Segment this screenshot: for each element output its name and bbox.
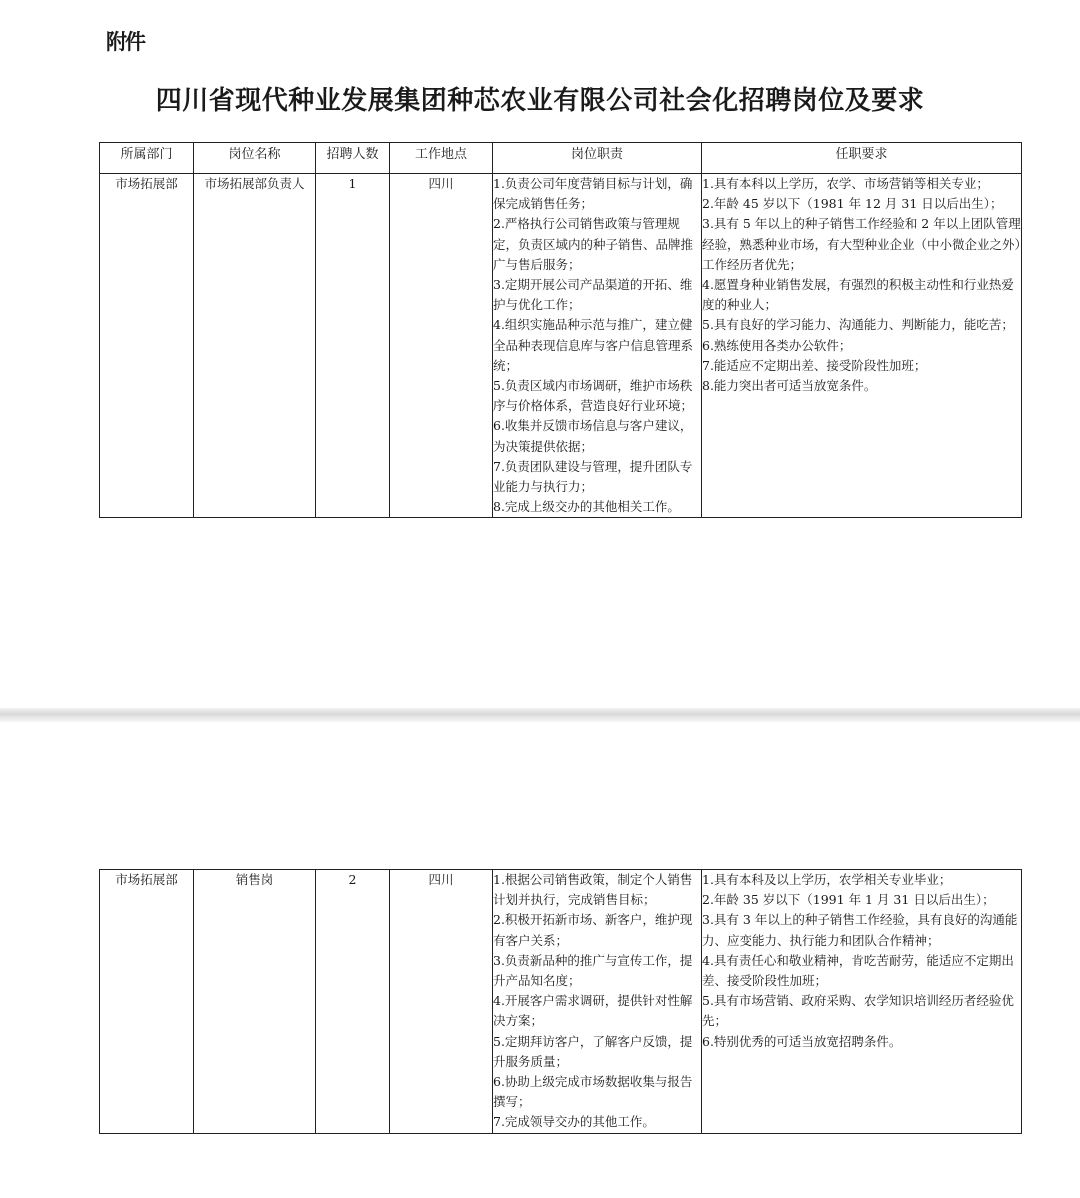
table-row (100, 174, 1022, 518)
duty-item: 1.负责公司年度营销目标与计划，确保完成销售任务； (493, 176, 693, 212)
requirement-item: 3.具有 3 年以上的种子销售工作经验，具有良好的沟通能力、应变能力、执行能力和团队合作精神； (702, 912, 1018, 948)
cell-position: 销售岗 (194, 870, 316, 1134)
duty-item: 2.严格执行公司销售政策与管理规定，负责区域内的种子销售、品牌推广与售后服务； (493, 216, 694, 272)
header-department: 所属部门 (100, 143, 194, 174)
requirement-item: 2.年龄 45 岁以下（1981 年 12 月 31 日以后出生）； (702, 196, 1003, 212)
cell-requirements (702, 870, 1022, 1134)
duty-item: 4.组织实施品种示范与推广，建立健全品种表现信息库与客户信息管理系统； (493, 317, 694, 373)
requirement-item: 6.特别优秀的可适当放宽招聘条件。 (702, 1033, 902, 1049)
cell-count: 1 (316, 174, 390, 518)
duty-item: 6.收集并反馈市场信息与客户建议，为决策提供依据； (493, 418, 693, 454)
table-row (100, 870, 1022, 1134)
page-break-divider (0, 708, 1080, 722)
duty-item: 5.负责区域内市场调研，维护市场秩序与价格体系，营造良好行业环境； (493, 378, 694, 414)
table-header-row (100, 143, 1022, 174)
header-location: 工作地点 (390, 143, 493, 174)
cell-requirements (702, 174, 1022, 518)
duty-item: 2.积极开拓新市场、新客户，维护现有客户关系； (493, 912, 693, 948)
cell-position: 市场拓展部负责人 (194, 174, 316, 518)
duty-item: 8.完成上级交办的其他相关工作。 (493, 499, 680, 515)
requirement-item: 7.能适应不定期出差、接受阶段性加班； (702, 357, 927, 373)
cell-count: 2 (316, 870, 390, 1134)
duty-item: 6.协助上级完成市场数据收集与报告撰写； (493, 1074, 693, 1110)
requirement-item: 6.熟练使用各类办公软件； (702, 337, 852, 353)
duty-item: 4.开展客户需求调研，提供针对性解决方案； (493, 993, 693, 1029)
requirement-item: 5.具有市场营销、政府采购、农学知识培训经历者经验优先； (702, 993, 1014, 1029)
requirement-item: 3.具有 5 年以上的种子销售工作经验和 2 年以上团队管理经验，熟悉种业市场，有大型种业企业（中小微企业之外）工作经历者优先； (702, 216, 1021, 272)
job-table-page-1 (99, 142, 1022, 518)
cell-department: 市场拓展部 (100, 174, 194, 518)
requirement-item: 1.具有本科及以上学历，农学相关专业毕业； (702, 872, 952, 887)
document-title: 四川省现代种业发展集团种芯农业有限公司社会化招聘岗位及要求 (155, 86, 925, 116)
attachment-label: 附件 (106, 30, 144, 54)
requirement-item: 2.年龄 35 岁以下（1991 年 1 月 31 日以后出生）； (702, 892, 995, 908)
job-table-page-2 (99, 869, 1022, 1134)
cell-location: 四川 (390, 174, 493, 518)
requirement-item: 4.愿置身种业销售发展，有强烈的积极主动性和行业热爱度的种业人； (702, 277, 1014, 313)
duty-item: 3.负责新品种的推广与宣传工作，提升产品知名度； (493, 952, 693, 989)
duty-item: 5.定期拜访客户，了解客户反馈，提升服务质量； (493, 1033, 693, 1069)
cell-location: 四川 (390, 870, 493, 1134)
header-count: 招聘人数 (316, 143, 390, 174)
header-requirements: 任职要求 (702, 143, 1022, 174)
cell-duties (493, 174, 702, 518)
duty-item: 7.完成领导交办的其他工作。 (493, 1114, 655, 1130)
requirement-item: 5.具有良好的学习能力、沟通能力、判断能力，能吃苦； (702, 317, 1014, 333)
requirement-item: 8.能力突出者可适当放宽条件。 (702, 378, 877, 394)
duty-item: 1.根据公司销售政策，制定个人销售计划并执行，完成销售目标； (493, 872, 693, 908)
requirement-item: 4.具有责任心和敬业精神，肯吃苦耐劳，能适应不定期出差、接受阶段性加班； (702, 952, 1014, 989)
requirement-item: 1.具有本科以上学历，农学、市场营销等相关专业； (702, 176, 989, 191)
header-duties: 岗位职责 (493, 143, 702, 174)
header-position: 岗位名称 (194, 143, 316, 174)
duty-item: 7.负责团队建设与管理，提升团队专业能力与执行力； (493, 458, 693, 495)
cell-department: 市场拓展部 (100, 870, 194, 1134)
cell-duties (493, 870, 702, 1134)
duty-item: 3.定期开展公司产品渠道的开拓、维护与优化工作； (493, 277, 693, 313)
